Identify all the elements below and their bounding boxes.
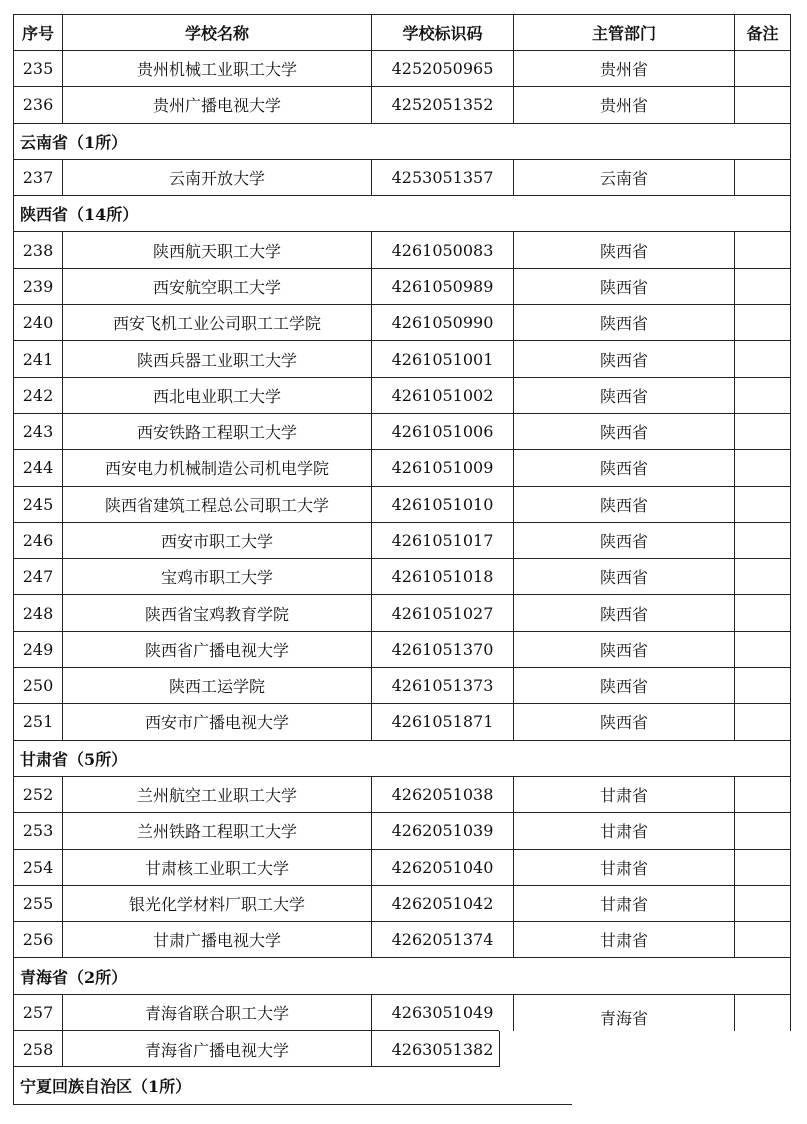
province-row xyxy=(13,958,791,994)
code-cell: 4263051049 xyxy=(371,995,513,1031)
no-cell: 235 xyxy=(13,51,62,86)
table-row xyxy=(13,886,791,922)
name-cell: 甘肃核工业职工大学 xyxy=(62,850,371,885)
dept-cell: 陕西省 xyxy=(513,378,734,413)
no-cell: 240 xyxy=(13,305,62,340)
province-row xyxy=(13,124,791,160)
dept-cell: 陕西省 xyxy=(513,305,734,340)
name-cell: 青海省广播电视大学 xyxy=(62,1031,371,1067)
province-label: 云南省（1所） xyxy=(13,124,791,159)
province-row xyxy=(13,196,791,232)
remark-cell xyxy=(734,160,791,195)
dept-cell: 陕西省 xyxy=(513,523,734,558)
code-cell: 4261051027 xyxy=(371,595,513,630)
remark-cell xyxy=(734,341,791,376)
table-row xyxy=(13,777,791,813)
code-cell: 4261051002 xyxy=(371,378,513,413)
name-cell: 兰州航空工业职工大学 xyxy=(62,777,371,812)
no-cell: 247 xyxy=(13,559,62,594)
table-row xyxy=(13,341,791,377)
table-row xyxy=(13,450,791,486)
no-cell: 258 xyxy=(13,1031,62,1067)
name-cell: 西安市职工大学 xyxy=(62,523,371,558)
name-cell: 西安电力机械制造公司机电学院 xyxy=(62,450,371,485)
name-cell: 贵州机械工业职工大学 xyxy=(62,51,371,86)
remark-cell xyxy=(734,414,791,449)
no-cell: 245 xyxy=(13,487,62,522)
remark-cell xyxy=(734,922,791,957)
code-cell: 4261050989 xyxy=(371,269,513,304)
table-row xyxy=(13,559,791,595)
no-cell: 253 xyxy=(13,813,62,848)
no-cell: 257 xyxy=(13,995,62,1031)
dept-cell: 陕西省 xyxy=(513,450,734,485)
remark-cell xyxy=(734,886,791,921)
dept-cell: 陕西省 xyxy=(513,341,734,376)
table-row xyxy=(13,704,791,740)
remark-cell xyxy=(734,850,791,885)
name-cell: 西北电业职工大学 xyxy=(62,378,371,413)
dept-cell: 甘肃省 xyxy=(513,813,734,848)
no-cell: 255 xyxy=(13,886,62,921)
table-row xyxy=(13,595,791,631)
name-cell: 西安市广播电视大学 xyxy=(62,704,371,739)
dept-cell: 青海省 xyxy=(513,995,734,1031)
no-cell: 252 xyxy=(13,777,62,812)
remark-cell xyxy=(734,668,791,703)
name-cell: 陕西航天职工大学 xyxy=(62,232,371,267)
code-cell: 4263051382 xyxy=(371,1031,513,1067)
no-cell: 251 xyxy=(13,704,62,739)
code-cell: 4262051042 xyxy=(371,886,513,921)
table-row xyxy=(13,1031,791,1067)
dept-cell: 陕西省 xyxy=(513,595,734,630)
no-cell: 246 xyxy=(13,523,62,558)
remark-cell xyxy=(734,704,791,739)
code-cell: 4252050965 xyxy=(371,51,513,86)
code-cell: 4261050083 xyxy=(371,232,513,267)
code-cell: 4262051039 xyxy=(371,813,513,848)
no-cell: 238 xyxy=(13,232,62,267)
name-cell: 西安飞机工业公司职工工学院 xyxy=(62,305,371,340)
dept-cell: 陕西省 xyxy=(513,232,734,267)
no-cell: 242 xyxy=(13,378,62,413)
dept-cell: 云南省 xyxy=(513,160,734,195)
table-row xyxy=(13,160,791,196)
name-cell: 陕西省建筑工程总公司职工大学 xyxy=(62,487,371,522)
province-row xyxy=(13,1067,791,1103)
code-cell: 4261051006 xyxy=(371,414,513,449)
table-row xyxy=(13,487,791,523)
code-cell: 4261051001 xyxy=(371,341,513,376)
dept-cell: 贵州省 xyxy=(513,51,734,86)
code-cell: 4261051018 xyxy=(371,559,513,594)
code-cell: 4262051374 xyxy=(371,922,513,957)
remark-cell xyxy=(734,595,791,630)
code-cell: 4262051038 xyxy=(371,777,513,812)
name-cell: 青海省联合职工大学 xyxy=(62,995,371,1031)
table-row xyxy=(13,414,791,450)
table-bottom-line xyxy=(13,1104,572,1105)
header-no: 序号 xyxy=(13,15,62,50)
dept-cell: 陕西省 xyxy=(513,414,734,449)
name-cell: 云南开放大学 xyxy=(62,160,371,195)
province-label: 陕西省（14所） xyxy=(13,196,791,231)
header-remark: 备注 xyxy=(734,15,791,50)
province-row xyxy=(13,741,791,777)
dept-cell: 陕西省 xyxy=(513,668,734,703)
name-cell: 兰州铁路工程职工大学 xyxy=(62,813,371,848)
table-row xyxy=(13,995,791,1031)
province-label: 青海省（2所） xyxy=(13,958,791,993)
name-cell: 宝鸡市职工大学 xyxy=(62,559,371,594)
remark-cell xyxy=(734,632,791,667)
no-cell: 256 xyxy=(13,922,62,957)
table-body xyxy=(13,51,791,1104)
dept-cell: 甘肃省 xyxy=(513,886,734,921)
name-cell: 陕西省宝鸡教育学院 xyxy=(62,595,371,630)
name-cell: 陕西省广播电视大学 xyxy=(62,632,371,667)
remark-cell xyxy=(734,777,791,812)
code-cell: 4261051373 xyxy=(371,668,513,703)
no-cell: 254 xyxy=(13,850,62,885)
name-cell: 陕西兵器工业职工大学 xyxy=(62,341,371,376)
table-row xyxy=(13,813,791,849)
table-header xyxy=(13,14,791,51)
dept-cell: 甘肃省 xyxy=(513,777,734,812)
no-cell: 243 xyxy=(13,414,62,449)
no-cell: 249 xyxy=(13,632,62,667)
remark-cell xyxy=(734,813,791,848)
no-cell: 248 xyxy=(13,595,62,630)
code-cell: 4262051040 xyxy=(371,850,513,885)
dept-cell: 陕西省 xyxy=(513,559,734,594)
dept-cell: 陕西省 xyxy=(513,704,734,739)
dept-cell: 甘肃省 xyxy=(513,850,734,885)
code-cell: 4261051017 xyxy=(371,523,513,558)
code-cell: 4261051370 xyxy=(371,632,513,667)
table-row xyxy=(13,232,791,268)
remark-cell xyxy=(734,232,791,267)
remark-cell xyxy=(734,87,791,122)
table-row xyxy=(13,668,791,704)
code-cell: 4253051357 xyxy=(371,160,513,195)
table-row xyxy=(13,632,791,668)
table-row xyxy=(13,269,791,305)
dept-cell: 甘肃省 xyxy=(513,922,734,957)
remark-cell xyxy=(734,995,791,1031)
remark-cell xyxy=(734,450,791,485)
remark-cell xyxy=(734,523,791,558)
province-label: 甘肃省（5所） xyxy=(13,741,791,776)
remark-cell xyxy=(734,269,791,304)
table-row xyxy=(13,523,791,559)
name-cell: 陕西工运学院 xyxy=(62,668,371,703)
table-row xyxy=(13,378,791,414)
no-cell: 244 xyxy=(13,450,62,485)
name-cell: 银光化学材料厂职工大学 xyxy=(62,886,371,921)
row-right-edge xyxy=(499,1031,500,1067)
dept-cell: 陕西省 xyxy=(513,632,734,667)
table-row xyxy=(13,305,791,341)
dept-cell: 陕西省 xyxy=(513,487,734,522)
no-cell: 237 xyxy=(13,160,62,195)
code-cell: 4261051010 xyxy=(371,487,513,522)
name-cell: 西安铁路工程职工大学 xyxy=(62,414,371,449)
no-cell: 239 xyxy=(13,269,62,304)
table-row xyxy=(13,922,791,958)
header-name: 学校名称 xyxy=(62,15,371,50)
no-cell: 241 xyxy=(13,341,62,376)
remark-cell xyxy=(734,378,791,413)
remark-cell xyxy=(734,559,791,594)
header-dept: 主管部门 xyxy=(513,15,734,50)
no-cell: 236 xyxy=(13,87,62,122)
table-row xyxy=(13,87,791,123)
remark-cell xyxy=(734,487,791,522)
school-table xyxy=(13,14,791,1104)
code-cell: 4261051871 xyxy=(371,704,513,739)
name-cell: 西安航空职工大学 xyxy=(62,269,371,304)
province-label: 宁夏回族自治区（1所） xyxy=(13,1067,572,1103)
name-cell: 贵州广播电视大学 xyxy=(62,87,371,122)
remark-cell xyxy=(734,51,791,86)
dept-cell: 陕西省 xyxy=(513,269,734,304)
name-cell: 甘肃广播电视大学 xyxy=(62,922,371,957)
no-cell: 250 xyxy=(13,668,62,703)
table-row xyxy=(13,51,791,87)
table-row xyxy=(13,850,791,886)
dept-cell: 贵州省 xyxy=(513,87,734,122)
code-cell: 4261050990 xyxy=(371,305,513,340)
remark-cell xyxy=(734,305,791,340)
header-code: 学校标识码 xyxy=(371,15,513,50)
code-cell: 4261051009 xyxy=(371,450,513,485)
code-cell: 4252051352 xyxy=(371,87,513,122)
